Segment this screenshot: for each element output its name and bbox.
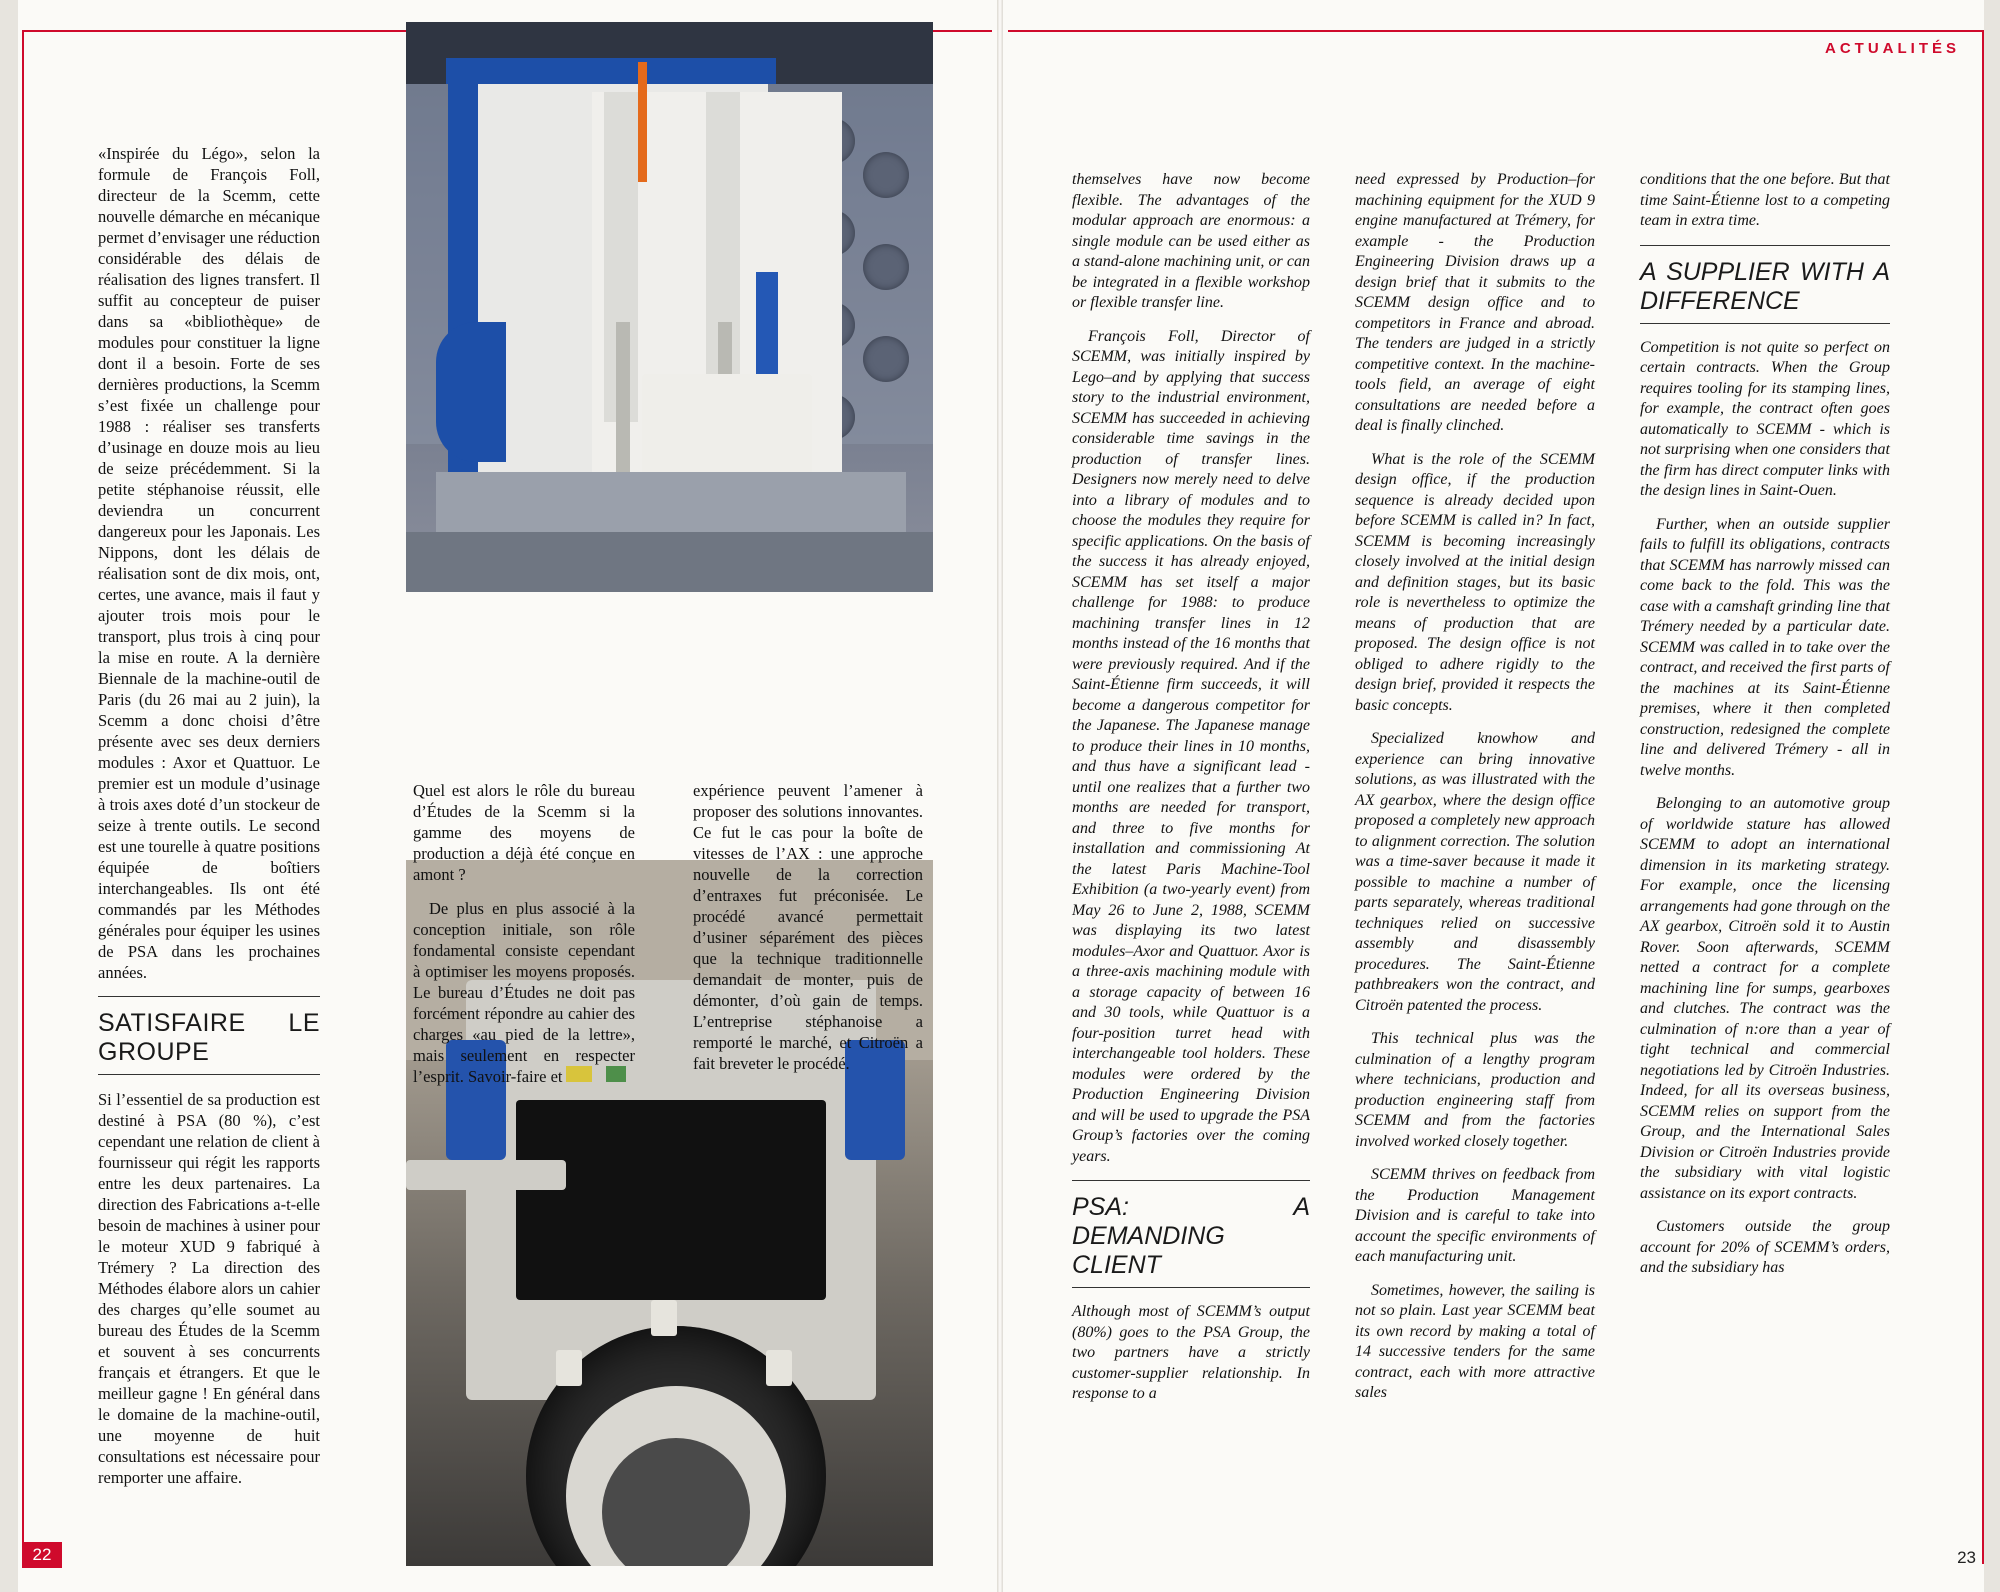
paragraph: What is the role of the SCEMM design office, if the production sequence is already decided upon before SCEMM is called in? In fact, SCEMM is becoming increasingly closely involved at the initial design and definition stages, but its basic role is nevertheless to optimize the means of production that are proposed. The design office is not obliged to adhere rigidly to the design brief, provided it respects the basic concepts. bbox=[1355, 450, 1595, 714]
right-edge-shadow bbox=[1984, 0, 2000, 1592]
paragraph: «Inspirée du Légo», selon la formule de François Foll, directeur de la Scemm, cette nouvelle démarche en mécanique permet d’envisager une réduction considérable des délais de réalisation des lignes transfert. Il suffit au concepteur de puiser dans sa «bibliothèque» de modules pour constituer la ligne dont il a besoin. Forte de ses dernières productions, la Scemm s’est fixée un challenge pour 1988 : réaliser ses transferts d’usinage en douze mois au lieu de seize précédemment. Si la petite stéphanoise réussit, elle deviendra un concurrent dangereux pour les Japonais. Les Nippons, dont les délais de réalisation sont de dix mois, ont, certes, une avance, mais il faut y ajouter trois mois pour le transport, plus trois à cinq pour la mise en route. A la dernière Biennale de la machine-outil de Paris (du 26 mai au 2 juin), la Scemm a donc choisi d’être présente avec ses deux derniers modules : Axor et Quattuor. Le premier est un module d’usinage à trois axes doté d’un stockeur de seize à trente outils. Le second est une tourelle à quatre positions équipée de boîtiers interchangeables. Ils ont été commandés par les Méthodes générales pour équiper les usines de PSA dans les prochaines années. bbox=[98, 144, 320, 982]
right-column-3 bbox=[1640, 170, 1890, 1292]
heading-psa-demanding-client: PSA: A DEMANDING CLIENT bbox=[1072, 1180, 1310, 1288]
paragraph: themselves have now become flexible. The advantages of the modular approach are enormous: a single module can be used either as a stand-alone machining unit, or can be integrated in a flexible workshop or flexible transfer line. bbox=[1072, 171, 1310, 311]
paragraph: Si l’essentiel de sa production est destiné à PSA (80 %), c’est cependant une relation de client à fournisseur qui régit les rapports entre les deux partenaires. La direction des Fabrications a-t-elle besoin de machines à usiner pour le moteur XUD 9 fabriqué à Trémery ? La direction des Méthodes élabore alors un cahier des charges qu’elle soumet au bureau des Études de la Scemm et souvent à ses concurrents français et étrangers. Et que le meilleur gagne ! En général dans le domaine de la machine-outil, une moyenne de huit consultations est nécessaire pour remporter une affaire. bbox=[98, 1090, 320, 1487]
right-column-1 bbox=[1072, 170, 1310, 1418]
side-rule-left bbox=[22, 30, 24, 1564]
heading-satisfaire-le-groupe: SATISFAIRE LE GROUPE bbox=[98, 996, 320, 1075]
left-edge-shadow bbox=[0, 0, 18, 1592]
paragraph: Although most of SCEMM’s output (80%) goes to the PSA Group, the two partners have a strictly customer-supplier relationship. In response to a bbox=[1072, 1303, 1310, 1402]
heading-supplier-with-a-difference: A SUPPLIER WITH A DIFFERENCE bbox=[1640, 245, 1890, 324]
paragraph: Quel est alors le rôle du bureau d’Études de la Scemm si la gamme des moyens de production a déjà été conçue en amont ? bbox=[413, 781, 635, 884]
left-column-2 bbox=[413, 780, 635, 1100]
section-kicker: ACTUALITÉS bbox=[1825, 40, 1960, 57]
paragraph: conditions that the one before. But that time Saint-Étienne lost to a competing team in extra time. bbox=[1640, 171, 1890, 229]
paragraph: SCEMM thrives on feedback from the Production Management Division and is careful to take into account the specific environments of each manufacturing unit. bbox=[1355, 1166, 1595, 1265]
paragraph: expérience peuvent l’amener à proposer des solutions innovantes. Ce fut le cas pour la boîte de vitesses de l’AX : une approche nouvelle de la correction d’entraxes fut préconisée. Le procédé avancé permettait d’usiner séparément des pièces que la technique traditionnelle demandait de monter, puis de démonter, d’où gain de temps. L’entreprise stéphanoise a remporté le marché, et Citroën a fait breveter le procédé. bbox=[693, 781, 923, 1073]
paragraph: Competition is not quite so perfect on certain contracts. When the Group requires tooling for its stamping lines, for example, the contract often goes automatically to SCEMM - which is not surprising when one considers that the firm has direct computer links with the design lines in Saint-Ouen. bbox=[1640, 338, 1890, 499]
paragraph: This technical plus was the culmination of a lengthy program where technicians, production and production engineering staff from SCEMM and from the factories involved worked closely together. bbox=[1355, 1030, 1595, 1150]
paragraph: Customers outside the group account for 20% of SCEMM’s orders, and the subsidiary has bbox=[1640, 1218, 1890, 1276]
paragraph: François Foll, Director of SCEMM, was initially inspired by Lego–and by applying that success story to the industrial environment, SCEMM has succeeded in achieving considerable time savings in the production of transfer lines. Designers now merely need to delve into a library of modules and to choose the modules they require for specific applications. On the basis of the success it has already enjoyed, SCEMM has set itself a major challenge for 1988: to produce machining transfer lines in 12 months instead of the 16 months that were previously required. And if the Saint-Étienne firm succeeds, it will become a dangerous competitor for the Japanese. The Japanese manage to produce their lines in 10 months, and thus have a significant lead - until one realizes that a further two months are needed for transport, and three to five months for installation and commissioning At the latest Paris Machine-Tool Exhibition (a two-yearly event) from May 26 to June 2, 1988, SCEMM was displaying its two latest modules–Axor and Quattuor. Axor is a three-axis machining module with a storage capacity of between 16 and 30 tools, while Quattuor is a four-position turret head with interchangeable tool holders. These modules were ordered by the Production Engineering Division and will be used to upgrade the PSA Group’s factories over the coming years. bbox=[1072, 327, 1310, 1165]
top-rule-right bbox=[1008, 30, 1984, 32]
side-rule-right bbox=[1982, 30, 1984, 1564]
center-fold bbox=[997, 0, 1003, 1592]
folio-right: 23 bbox=[1957, 1548, 1976, 1567]
machining-module-photo bbox=[406, 22, 933, 592]
right-column-2 bbox=[1355, 170, 1595, 1417]
paragraph: Specialized knowhow and experience can bring innovative solutions, as was illustrated with the AX gearbox, where the design office proposed a completely new approach to alignment correction. The solution was a time-saver because it made it possible to machine a number of parts separately, whereas traditional techniques relied on successive assembly and disassembly procedures. The Saint-Étienne pathbreakers won the contract, and Citroën patented the process. bbox=[1355, 730, 1595, 1014]
paragraph: De plus en plus associé à la conception initiale, son rôle fondamental consiste cependant à optimiser les moyens proposés. Le bureau d’Études ne doit pas forcément répondre au cahier des charges «au pied de la lettre», mais seulement en respecter l’esprit. Savoir-faire et bbox=[413, 899, 635, 1086]
paragraph: need expressed by Production–for machining equipment for the XUD 9 engine manufactured at Trémery, for example - the Production Engineering Division draws up a design brief that it submits to the SCEMM design office and to competitors in France and abroad. The tenders are judged in a strictly competitive context. In the machine-tools field, an average of eight consultations are needed before a deal is finally clinched. bbox=[1355, 171, 1595, 434]
paragraph: Sometimes, however, the sailing is not so plain. Last year SCEMM beat its own record by making a total of 14 successive tenders for the same contract, each with more attractive sales bbox=[1355, 1281, 1595, 1401]
left-column-1 bbox=[98, 143, 320, 1501]
paragraph: Belonging to an automotive group of worldwide stature has allowed SCEMM to adopt an international dimension in its marketing strategy. For example, once the licensing arrangements had gone through on the AX gearbox, Citroën sold it to Austin Rover. Soon afterwards, SCEMM netted a contract for a complete machining line for sumps, gearboxes and clutches. The contract was the culmination of n:ore than a year of tight technical and commercial negotiations led by Citroën Industries. Indeed, for all its overseas business, SCEMM relies on support from the Group, and the International Sales Division or Citroën Industries provide the subsidiary with vital logistic assistance on its export contracts. bbox=[1640, 795, 1890, 1202]
left-column-3 bbox=[693, 780, 923, 1087]
paragraph: Further, when an outside supplier fails to fulfill its obligations, contracts that SCEMM has narrowly missed can come back to the fold. This was the case with a camshaft grinding line that Trémery needed by a particular date. SCEMM was called in to take over the contract, and received the first parts of the machines at its Saint-Étienne premises, where it then completed construction, redesigned the complete line and delivered Trémery - all in twelve months. bbox=[1640, 515, 1890, 779]
folio-left: 22 bbox=[22, 1542, 62, 1568]
